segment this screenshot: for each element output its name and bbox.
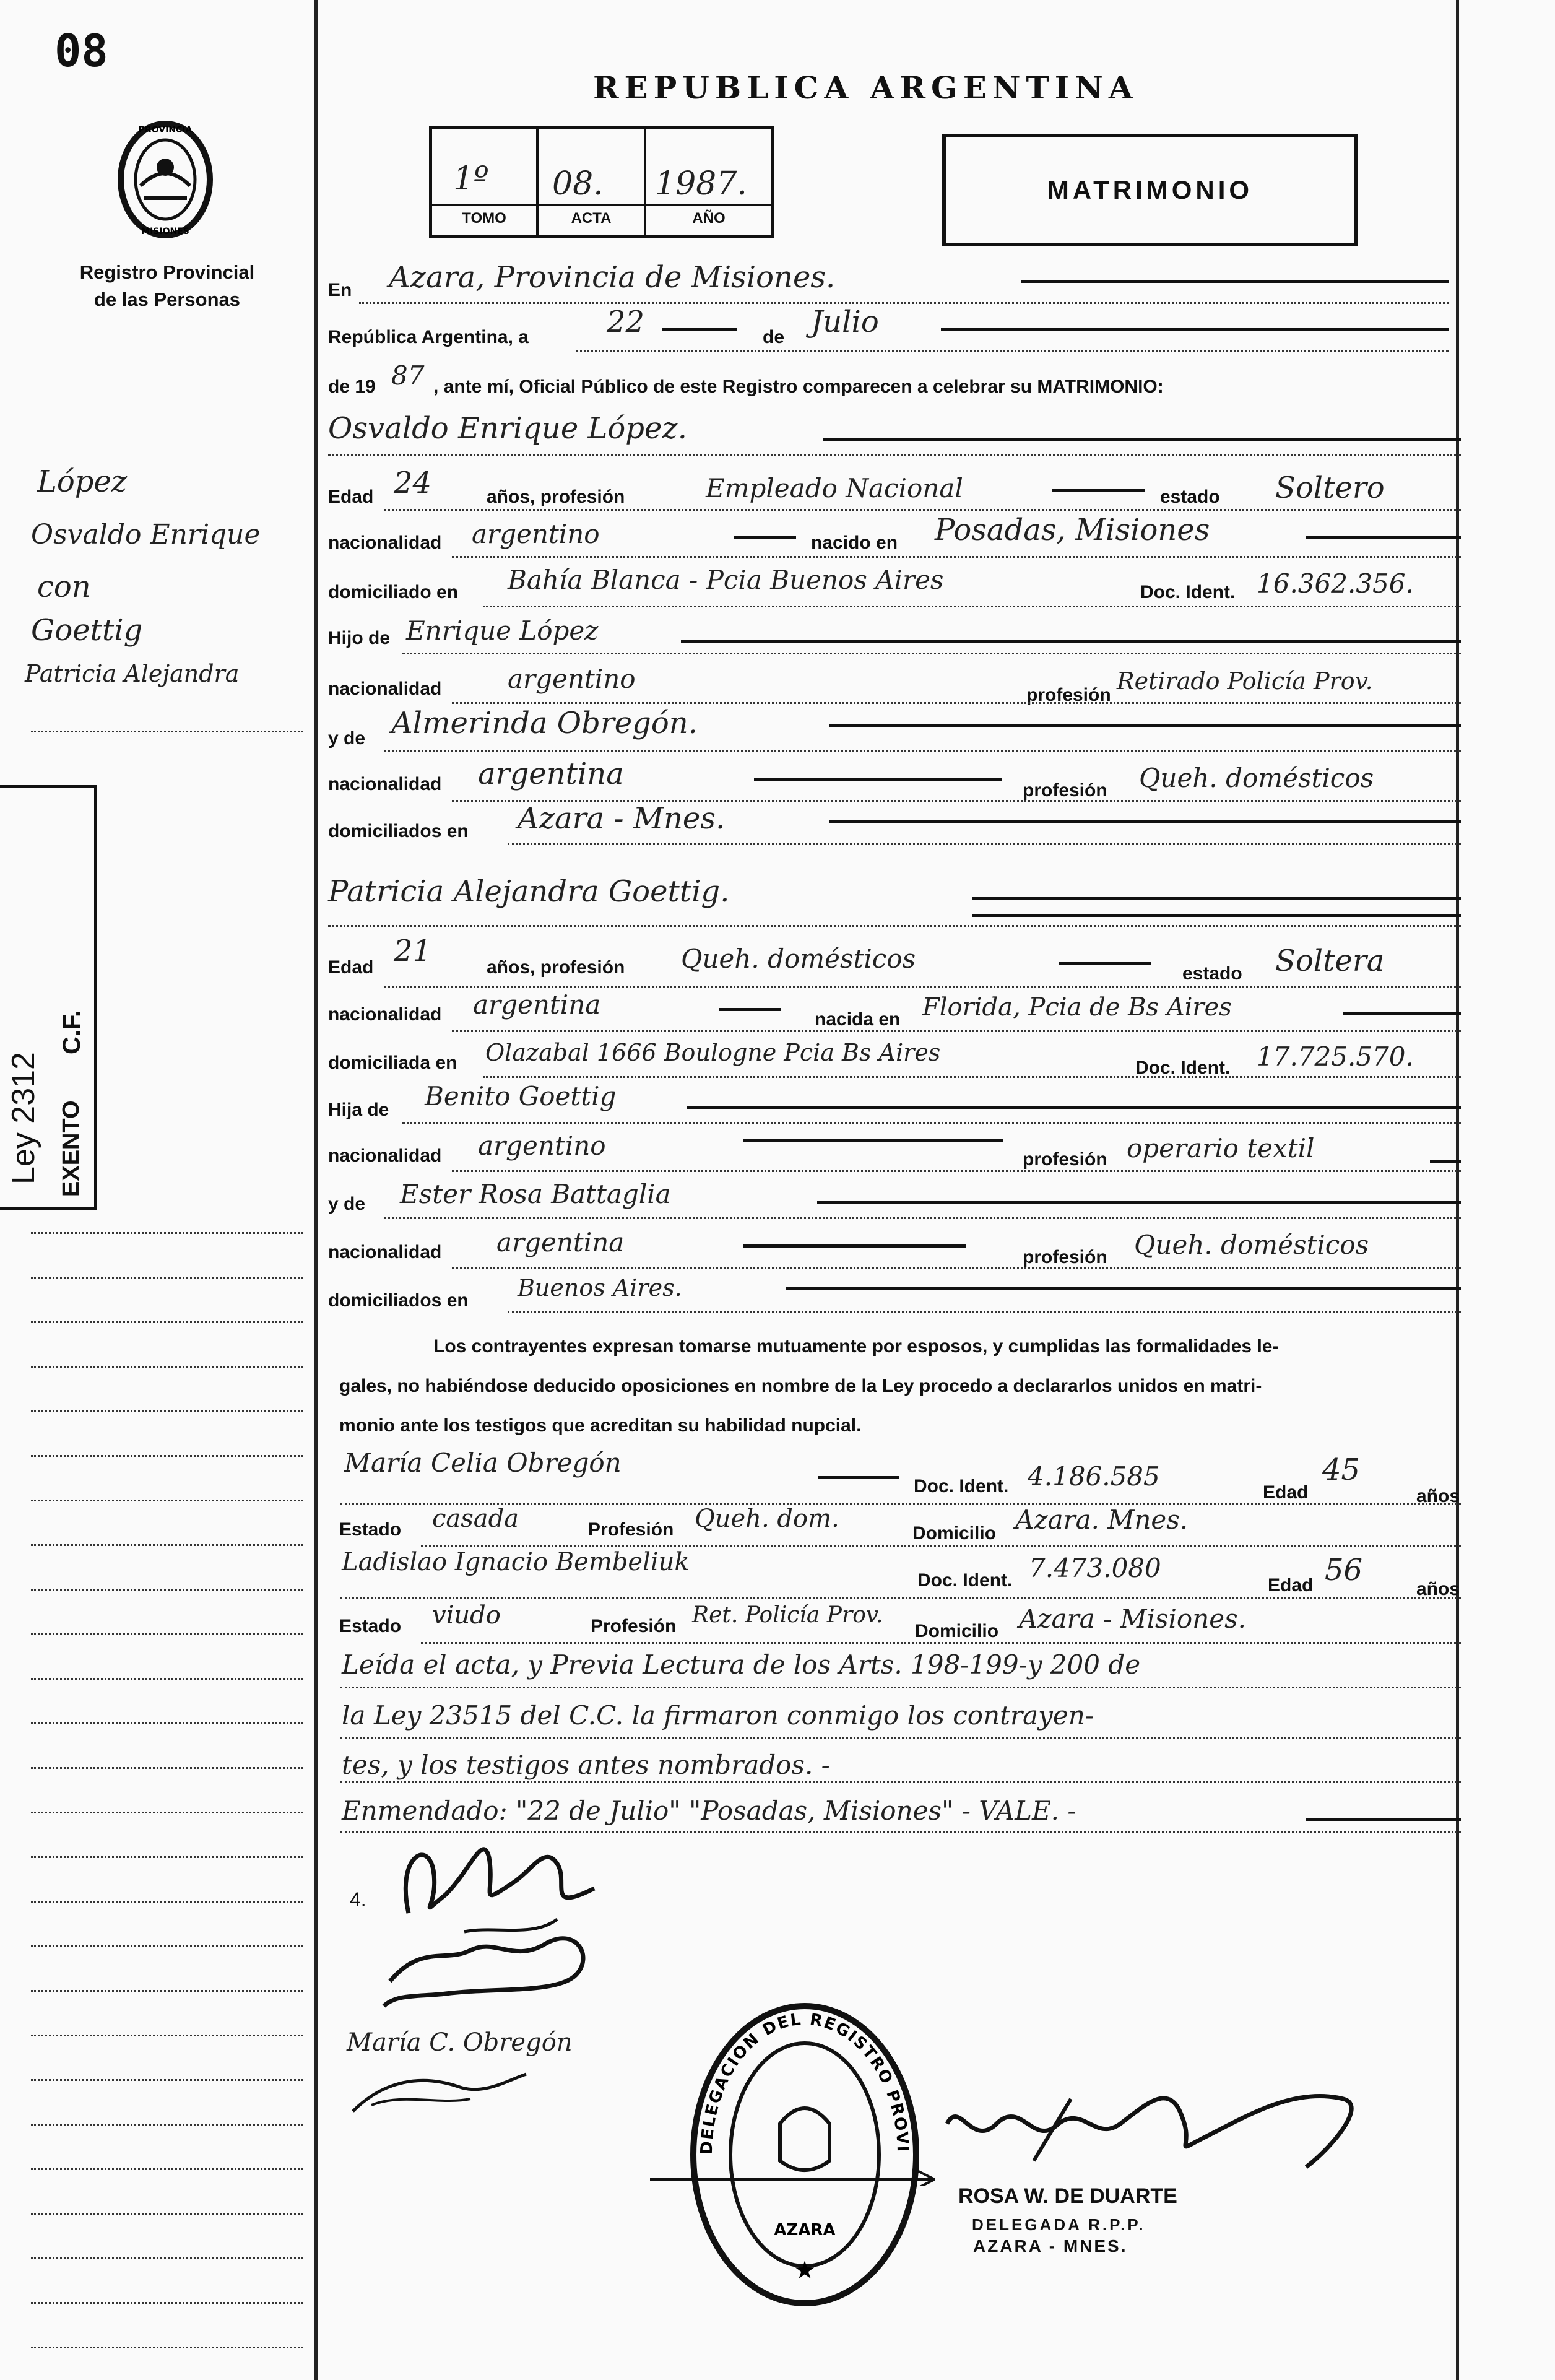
left-margin-line <box>314 0 318 2380</box>
bride-name: Patricia Alejandra Goettig. <box>328 874 730 909</box>
witness2-age-label: Edad <box>1268 1575 1314 1596</box>
groom-doc-label: Doc. Ident. <box>1140 582 1236 602</box>
side-stamp <box>0 785 97 1210</box>
witness1-years-label: años <box>1416 1486 1460 1506</box>
official-signature <box>650 2062 1380 2186</box>
groom-doc: 16.362.356. <box>1257 568 1414 599</box>
bride-age-label: Edad <box>328 957 374 978</box>
witness1-address: Azara. Mnes. <box>1015 1505 1189 1535</box>
groom-father-profession: Retirado Policía Prov. <box>1117 667 1373 695</box>
svg-text:MISIONES: MISIONES <box>141 227 189 237</box>
bride-profession: Queh. domésticos <box>681 944 916 974</box>
witness2-signature <box>347 2062 532 2124</box>
right-margin-line <box>1456 0 1459 2380</box>
groom-mother-nationality: argentina <box>478 757 624 791</box>
side-stamp-exempt: EXENTO <box>58 1100 84 1197</box>
groom-nationality-label: nacionalidad <box>328 532 442 553</box>
groom-age: 24 <box>394 466 432 500</box>
groom-mother: Almerinda Obregón. <box>391 706 698 740</box>
declaration-line-1: Los contrayentes expresan tomarse mutuamente por esposos, y cumplidas las formalidades le- <box>433 1336 1279 1357</box>
marriage-month: Julio <box>811 305 879 339</box>
witness2-doc-label: Doc. Ident. <box>917 1570 1013 1591</box>
groom-father-label: Hijo de <box>328 628 391 648</box>
groom-mother-label: y de <box>328 728 366 749</box>
witness2-years-label: años <box>1416 1579 1460 1599</box>
witness1-profession: Queh. dom. <box>695 1505 839 1533</box>
official-place: AZARA - MNES. <box>973 2236 1128 2256</box>
bride-father-nationality-label: nacionalidad <box>328 1145 442 1166</box>
bride-profession-label: años, profesión <box>487 957 625 978</box>
groom-father: Enrique López <box>406 615 599 646</box>
bride-mother-profession-label: profesión <box>1023 1247 1107 1267</box>
groom-status-label: estado <box>1160 487 1220 507</box>
record-type-box: MATRIMONIO <box>942 134 1358 246</box>
bride-mother-nationality: argentina <box>496 1227 625 1257</box>
groom-mother-profession-label: profesión <box>1023 780 1107 801</box>
bride-mother-label: y de <box>328 1194 366 1214</box>
witness2-profession-label: Profesión <box>591 1616 677 1636</box>
anio-cell: 1987. AÑO <box>646 129 771 235</box>
spouse-signatures <box>371 1820 656 2031</box>
witness1-status: casada <box>432 1505 519 1533</box>
groom-profession-label: años, profesión <box>487 487 625 507</box>
bride-mother: Ester Rosa Battaglia <box>400 1179 671 1209</box>
year-prefix: de 19 <box>328 376 376 397</box>
witness2-address-label: Domicilio <box>915 1621 999 1641</box>
record-number-box <box>429 126 774 238</box>
closing-line-3: tes, y los testigos antes nombrados. - <box>342 1750 830 1780</box>
place: Azara, Provincia de Misiones. <box>389 260 836 295</box>
witness1-age: 45 <box>1322 1453 1361 1487</box>
witness1-profession-label: Profesión <box>588 1519 674 1540</box>
appearance-statement: , ante mí, Oficial Público de este Registro comparecen a celebrar su MATRIMONIO: <box>433 376 1164 397</box>
groom-mother-profession: Queh. domésticos <box>1139 763 1374 793</box>
groom-age-label: Edad <box>328 487 374 507</box>
registry-name: Registro Provincial de las Personas <box>79 261 255 310</box>
en-label: En <box>328 280 352 300</box>
bride-nationality: argentina <box>473 989 601 1020</box>
page-number: 08 <box>54 25 108 77</box>
witness2-doc: 7.473.080 <box>1029 1553 1161 1583</box>
bride-age: 21 <box>394 934 432 968</box>
signature-mark: 4. <box>350 1888 366 1911</box>
groom-name: Osvaldo Enrique López. <box>328 411 687 446</box>
bride-status-label: estado <box>1182 963 1242 984</box>
closing-line-1: Leída el acta, y Previa Lectura de los Arts. 198-199-y 200 de <box>342 1649 1141 1680</box>
svg-text:DELEGACION DEL REGISTRO PROVIN: DELEGACION DEL REGISTRO PROVI <box>697 2010 912 2155</box>
witness1-address-label: Domicilio <box>912 1523 997 1544</box>
country-title: REPUBLICA ARGENTINA <box>593 69 1138 106</box>
official-title: DELEGADA R.P.P. <box>972 2215 1146 2234</box>
bride-parents-address: Buenos Aires. <box>518 1274 682 1301</box>
groom-father-profession-label: profesión <box>1026 685 1111 705</box>
witness1-doc: 4.186.585 <box>1028 1461 1160 1492</box>
official-name: ROSA W. DE DUARTE <box>958 2184 1177 2208</box>
witness1-name: María Celia Obregón <box>344 1448 622 1478</box>
groom-mother-nationality-label: nacionalidad <box>328 774 442 794</box>
witness-signature: María C. Obregón <box>347 2028 573 2057</box>
bride-mother-nationality-label: nacionalidad <box>328 1242 442 1262</box>
bride-father-profession: operario textil <box>1127 1133 1315 1163</box>
witness1-status-label: Estado <box>339 1519 402 1540</box>
witness2-status: viudo <box>432 1601 501 1630</box>
bride-status: Soltera <box>1275 944 1385 978</box>
witness2-age: 56 <box>1325 1553 1363 1587</box>
bride-doc: 17.725.570. <box>1257 1041 1414 1072</box>
bride-father: Benito Goettig <box>425 1081 617 1111</box>
witness2-profession: Ret. Policía Prov. <box>692 1602 883 1628</box>
witness2-status-label: Estado <box>339 1616 402 1636</box>
side-stamp-suffix: C.F. <box>58 1010 85 1054</box>
province-crest <box>113 118 218 241</box>
bride-father-label: Hija de <box>328 1100 389 1120</box>
declaration-line-3: monio ante los testigos que acreditan su habilidad nupcial. <box>339 1415 862 1436</box>
groom-parents-address: Azara - Mnes. <box>518 801 726 836</box>
bride-address-label: domiciliada en <box>328 1053 457 1073</box>
groom-birthplace: Posadas, Misiones <box>935 513 1210 547</box>
marriage-day: 22 <box>607 305 645 339</box>
witness2-address: Azara - Misiones. <box>1019 1604 1247 1634</box>
margin-connector: con <box>37 570 91 604</box>
witness1-age-label: Edad <box>1263 1482 1309 1503</box>
margin-groom-surname: López <box>37 464 128 499</box>
de-label: de <box>763 327 785 347</box>
bride-doc-label: Doc. Ident. <box>1135 1058 1231 1078</box>
closing-line-4: Enmendado: "22 de Julio" "Posadas, Misiones" - VALE. - <box>342 1796 1076 1826</box>
side-stamp-law: Ley 2312 <box>6 1052 41 1184</box>
bride-father-profession-label: profesión <box>1023 1149 1107 1170</box>
svg-text:PROVINCIA: PROVINCIA <box>138 125 193 135</box>
margin-groom-names: Osvaldo Enrique <box>31 519 261 550</box>
groom-address-label: domiciliado en <box>328 582 459 602</box>
groom-address: Bahía Blanca - Pcia Buenos Aires <box>508 565 944 595</box>
bride-address: Olazabal 1666 Boulogne Pcia Bs Aires <box>485 1039 941 1066</box>
tomo-cell: 1º TOMO <box>432 129 539 235</box>
groom-parents-address-label: domiciliados en <box>328 821 469 841</box>
bride-parents-address-label: domiciliados en <box>328 1290 469 1311</box>
groom-father-nationality-label: nacionalidad <box>328 679 442 699</box>
svg-text:AZARA: AZARA <box>774 2221 836 2239</box>
groom-father-nationality: argentino <box>508 664 636 694</box>
witness1-doc-label: Doc. Ident. <box>914 1476 1009 1496</box>
svg-text:★: ★ <box>794 2257 816 2284</box>
republic-label: República Argentina, a <box>328 327 529 347</box>
groom-profession: Empleado Nacional <box>706 473 963 503</box>
margin-bride-surname: Goettig <box>31 613 143 648</box>
acta-cell: 08. ACTA <box>539 129 646 235</box>
bride-father-nationality: argentino <box>478 1131 606 1161</box>
bride-born-label: nacida en <box>815 1009 901 1030</box>
bride-mother-profession: Queh. domésticos <box>1134 1230 1369 1260</box>
bride-birthplace: Florida, Pcia de Bs Aires <box>922 993 1232 1022</box>
year-suffix: 87 <box>391 360 425 391</box>
groom-nationality: argentino <box>472 519 600 549</box>
groom-born-label: nacido en <box>811 532 898 553</box>
witness2-name: Ladislao Ignacio Bembeliuk <box>342 1548 690 1576</box>
groom-status: Soltero <box>1275 471 1385 505</box>
closing-line-2: la Ley 23515 del C.C. la firmaron conmigo los contrayen- <box>342 1700 1094 1731</box>
declaration-line-2: gales, no habiéndose deducido oposiciones en nombre de la Ley procedo a declararlos unidos en matri- <box>339 1376 1262 1396</box>
bride-nationality-label: nacionalidad <box>328 1004 442 1025</box>
margin-bride-names: Patricia Alejandra <box>25 660 240 687</box>
